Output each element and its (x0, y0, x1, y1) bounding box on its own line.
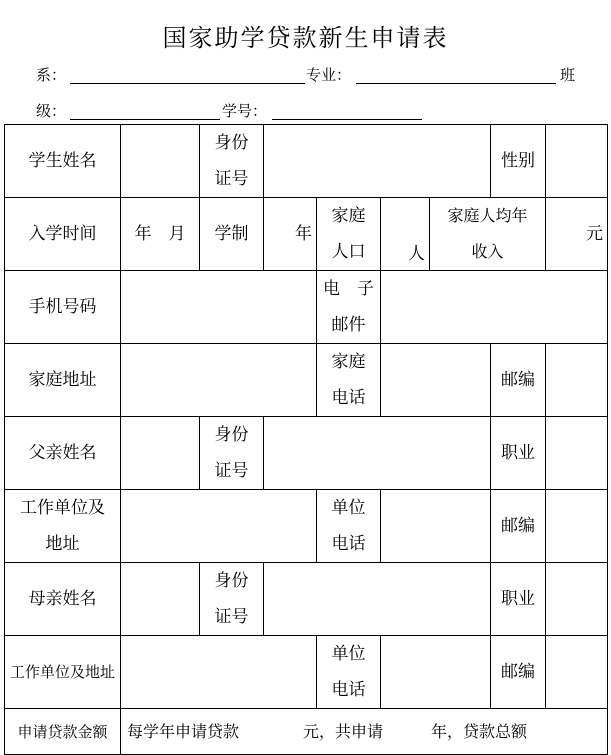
mother-work-unit-field[interactable] (121, 636, 317, 709)
home-phone-label (317, 344, 381, 417)
mobile-label: 手机号码 (5, 271, 121, 344)
father-occupation-label: 职业 (491, 417, 546, 490)
row-enroll (5, 198, 608, 271)
email-label (317, 271, 381, 344)
father-work-unit-label (5, 490, 121, 563)
student-name-label: 学生姓名 (5, 125, 121, 198)
label-line: 身份 (214, 133, 249, 153)
father-unit-phone-label (317, 490, 381, 563)
label-line: 家庭 (331, 352, 366, 372)
mother-work-unit-label: 工作单位及地址 (5, 636, 121, 709)
home-postcode-field[interactable] (546, 344, 608, 417)
label-line: 家庭人均年 (447, 206, 528, 225)
label-line: 邮件 (331, 315, 366, 335)
label-line: 人口 (331, 242, 366, 262)
label-line: 家庭 (331, 206, 366, 226)
row-student (5, 125, 608, 198)
home-phone-field[interactable] (381, 344, 491, 417)
class-label: 班 (560, 66, 576, 84)
father-postcode-label: 邮编 (491, 490, 546, 563)
study-length-label: 学制 (200, 198, 264, 271)
home-postcode-label: 邮编 (491, 344, 546, 417)
label-line: 收入 (471, 242, 504, 261)
gender-field[interactable] (546, 125, 608, 198)
father-unit-phone-field[interactable] (381, 490, 491, 563)
major-field[interactable] (356, 83, 556, 84)
row-mother (5, 563, 608, 636)
class-label-cont: 级： (36, 102, 67, 120)
row-home (5, 344, 608, 417)
father-name-label: 父亲姓名 (5, 417, 121, 490)
enroll-time-field[interactable]: 年 月 (121, 198, 200, 271)
family-pop-field[interactable]: 人 (381, 198, 430, 271)
mobile-field[interactable] (121, 271, 317, 344)
father-id-no-field[interactable] (264, 417, 491, 490)
label-line: 电话 (331, 680, 366, 700)
dept-field[interactable] (70, 83, 305, 84)
application-form-table (4, 124, 608, 755)
label-line: 电话 (331, 388, 366, 408)
loan-amount-label: 申请贷款金额 (5, 709, 121, 755)
label-line: 证号 (214, 169, 249, 189)
row-mother-work (5, 636, 608, 709)
home-address-field[interactable] (121, 344, 317, 417)
father-occupation-field[interactable] (546, 417, 608, 490)
label-line: 单位 (331, 644, 366, 664)
mother-occupation-label: 职业 (491, 563, 546, 636)
mother-name-field[interactable] (121, 563, 200, 636)
mother-name-label: 母亲姓名 (5, 563, 121, 636)
student-id-label: 学号： (222, 102, 268, 120)
student-name-field[interactable] (121, 125, 200, 198)
mother-id-no-label (200, 563, 264, 636)
label-line: 地址 (45, 534, 80, 554)
mother-postcode-field[interactable] (546, 636, 608, 709)
father-id-no-label (200, 417, 264, 490)
major-label: 专业： (306, 66, 352, 84)
label-line: 单位 (331, 498, 366, 518)
family-income-label (430, 198, 546, 271)
student-id-field[interactable] (272, 119, 422, 120)
father-name-field[interactable] (121, 417, 200, 490)
dept-label: 系： (36, 66, 67, 84)
mother-unit-phone-label (317, 636, 381, 709)
home-address-label: 家庭地址 (5, 344, 121, 417)
mother-id-no-field[interactable] (264, 563, 491, 636)
family-pop-label (317, 198, 381, 271)
row-father (5, 417, 608, 490)
label-line: 电 子 (323, 279, 374, 299)
student-id-no-field[interactable] (264, 125, 491, 198)
father-postcode-field[interactable] (546, 490, 608, 563)
mother-postcode-label: 邮编 (491, 636, 546, 709)
row-father-work (5, 490, 608, 563)
mother-unit-phone-field[interactable] (381, 636, 491, 709)
enroll-time-label: 入学时间 (5, 198, 121, 271)
mother-occupation-field[interactable] (546, 563, 608, 636)
label-line: 证号 (214, 607, 249, 627)
email-field[interactable] (381, 271, 608, 344)
page-title: 国家助学贷款新生申请表 (162, 24, 449, 52)
loan-amount-field[interactable]: 每学年申请贷款 元，共申请 年，贷款总额 (121, 709, 608, 755)
label-line: 电话 (331, 534, 366, 554)
father-work-unit-field[interactable] (121, 490, 317, 563)
label-line: 身份 (214, 425, 249, 445)
label-line: 工作单位及 (20, 498, 105, 518)
student-id-no-label (200, 125, 264, 198)
study-length-field[interactable]: 年 (264, 198, 317, 271)
class-field[interactable] (70, 119, 220, 120)
family-income-field[interactable]: 元 (546, 198, 608, 271)
label-line: 身份 (214, 571, 249, 591)
row-loan (5, 709, 608, 755)
label-line: 证号 (214, 461, 249, 481)
row-contact (5, 271, 608, 344)
gender-label: 性别 (491, 125, 546, 198)
